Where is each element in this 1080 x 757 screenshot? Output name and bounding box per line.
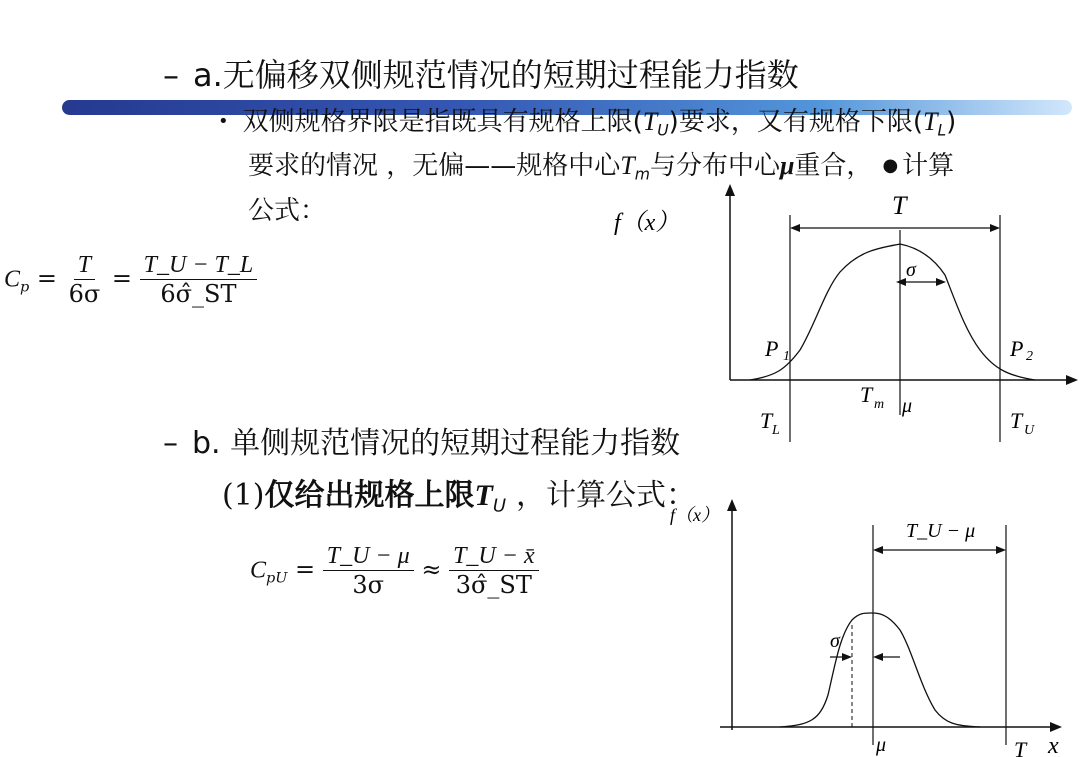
chart2-range-arrow-right bbox=[996, 546, 1006, 554]
dash-marker: – bbox=[163, 56, 179, 94]
chart1-mu: μ bbox=[902, 395, 913, 417]
bullet-text-7: 公式： bbox=[248, 195, 327, 226]
chart1-t-arrow-right bbox=[990, 224, 1000, 232]
formula-cp bbox=[4, 252, 257, 308]
frac2-num: T_U − T_L bbox=[140, 252, 258, 280]
chart2-range-arrow-left bbox=[873, 546, 883, 554]
chart2-x-label: x bbox=[1048, 733, 1059, 757]
section-a-prefix: a. bbox=[193, 56, 223, 94]
cp-lhs: C bbox=[4, 266, 21, 293]
tm-sub: m bbox=[634, 165, 650, 184]
chart1-y-arrow bbox=[725, 184, 735, 196]
chart1-sigma: σ bbox=[906, 259, 916, 281]
dash-marker-b: – bbox=[163, 426, 178, 461]
chart1-sigma-arrow-right bbox=[936, 278, 946, 286]
chart1-distribution-curve bbox=[750, 244, 1035, 380]
frac1-num: T bbox=[74, 252, 95, 280]
section-a-heading bbox=[163, 50, 799, 96]
chart1-t-label: T bbox=[892, 191, 907, 220]
fraction-1 bbox=[65, 252, 105, 308]
chart1-ylabel: f（x） bbox=[614, 210, 680, 236]
cpu-equals: = bbox=[295, 555, 316, 584]
sub-item-tu: T bbox=[474, 479, 493, 512]
frac1-den: 6σ bbox=[68, 280, 101, 308]
tm-symbol: T bbox=[620, 151, 635, 181]
chart2-sigma-arrow-left bbox=[842, 653, 852, 661]
chart1-tl-sub: L bbox=[772, 423, 780, 438]
sub-item-bold: 仅给出规格上限 bbox=[264, 478, 475, 513]
one-sided-distribution-diagram bbox=[660, 495, 1080, 757]
cpu-frac1-den: 3σ bbox=[352, 571, 385, 599]
section-a-title: 无偏移双侧规范情况的短期过程能力指数 bbox=[222, 56, 799, 94]
chart1-tu: T bbox=[1010, 408, 1023, 433]
bullet-text-6: 计算 bbox=[902, 151, 955, 182]
tl-symbol: T bbox=[922, 107, 938, 136]
chart2-sigma-arrow-right bbox=[873, 653, 883, 661]
bullet-text-2: )要求，又有规格下限( bbox=[668, 107, 923, 137]
chart1-tm-sub: m bbox=[874, 397, 885, 412]
tu-symbol: T bbox=[642, 107, 658, 136]
chart2-range-label: T_U − μ bbox=[906, 520, 976, 542]
chart1-tm: T bbox=[860, 382, 873, 407]
tu-sub: U bbox=[657, 121, 669, 140]
fraction-2 bbox=[140, 252, 258, 308]
cpu-lhs-sub: pU bbox=[266, 570, 288, 587]
sub-item-tu-sub: U bbox=[492, 495, 507, 517]
chart1-p2-sub: 2 bbox=[1026, 349, 1033, 364]
section-b-title: b. 单侧规范情况的短期过程能力指数 bbox=[192, 426, 681, 461]
sub-item-rest: ，计算公式： bbox=[516, 478, 697, 513]
chart2-x-arrow bbox=[1050, 722, 1062, 732]
cpu-approx: ≈ bbox=[421, 555, 442, 584]
sub-item-1 bbox=[222, 470, 696, 516]
equals: = bbox=[36, 264, 57, 293]
chart1-x-arrow bbox=[1066, 375, 1078, 385]
chart2-t: T bbox=[1014, 737, 1027, 757]
bullet-dot: • bbox=[218, 111, 229, 132]
close-paren: ) bbox=[946, 107, 957, 137]
cpu-lhs: C bbox=[250, 557, 267, 584]
mu-symbol: μ bbox=[779, 151, 795, 181]
two-sided-distribution-diagram bbox=[600, 180, 1080, 450]
sub-item-prefix: (1) bbox=[222, 478, 265, 513]
chart2-y-arrow bbox=[727, 499, 737, 511]
tl-sub: L bbox=[937, 121, 947, 140]
bullet-text-1: 双侧规格界限是指既具有规格上限( bbox=[242, 107, 643, 137]
section-b-heading bbox=[163, 418, 680, 462]
chart1-p1-sub: 1 bbox=[783, 349, 790, 364]
bullet-text-5: 重合， bbox=[794, 151, 873, 182]
frac2-den: 6σ̂_ST bbox=[160, 280, 237, 308]
chart1-p1: P bbox=[765, 336, 779, 361]
bullet-text-4: 与分布中心 bbox=[649, 151, 780, 182]
cpu-frac2-den: 3σ̂_ST bbox=[455, 571, 532, 599]
cpu-frac1-num: T_U − μ bbox=[323, 543, 414, 571]
cpu-frac2-num: T_U − x̄ bbox=[449, 543, 539, 571]
chart2-distribution-curve bbox=[780, 613, 980, 727]
chart1-t-arrow-left bbox=[790, 224, 800, 232]
chart1-tl: T bbox=[760, 408, 773, 433]
equals-2: = bbox=[111, 264, 133, 293]
cpu-fraction-2 bbox=[449, 543, 539, 599]
bullet-dot-2: ● bbox=[882, 155, 899, 177]
chart1-sigma-arrow-left bbox=[896, 278, 906, 286]
chart2-sigma: σ bbox=[830, 630, 840, 652]
cpu-fraction-1 bbox=[323, 543, 414, 599]
chart2-mu: μ bbox=[876, 734, 887, 756]
chart1-p2: P bbox=[1010, 336, 1024, 361]
chart2-ylabel: f（x） bbox=[670, 505, 719, 525]
formula-cpu bbox=[250, 543, 539, 599]
chart1-tu-sub: U bbox=[1024, 423, 1035, 438]
cp-lhs-sub: p bbox=[20, 279, 30, 296]
bullet-text-3: 要求的情况 ，无偏——规格中心 bbox=[248, 151, 621, 182]
